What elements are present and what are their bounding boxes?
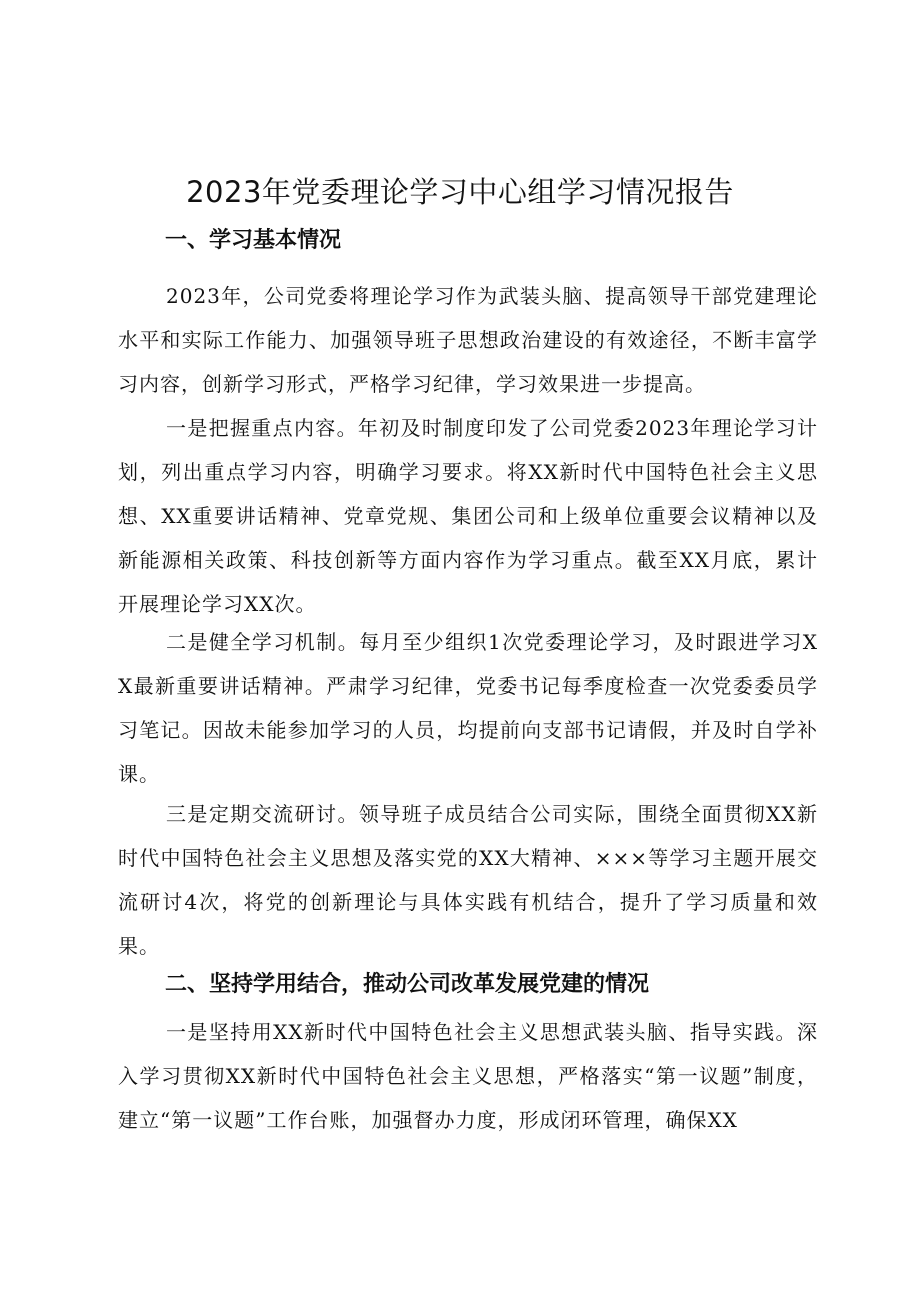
paragraph-guide-practice: 一是坚持用XX新时代中国特色社会主义思想武装头脑、指导实践。深入学习贯彻XX新时代中国特色社会主义思想，严格落实“第一议题”制度，建立“第一议题”工作台账，加强督办力度，形成闭环管理，确保XX xyxy=(118,1020,818,1132)
document-title: 2023年党委理论学习中心组学习情况报告 xyxy=(186,175,734,209)
paragraph-study-mechanism: 二是健全学习机制。每月至少组织1次党委理论学习，及时跟进学习XX最新重要讲话精神。严肃学习纪律，党委书记每季度检查一次党委委员学习笔记。因故未能参加学习的人员，均提前向支部书记请假，并及时自学补课。 xyxy=(118,630,818,786)
section-heading-study-application: 二、坚持学用结合，推动公司改革发展党建的情况 xyxy=(165,972,650,997)
paragraph-key-content: 一是把握重点内容。年初及时制度印发了公司党委2023年理论学习计划，列出重点学习内容，明确学习要求。将XX新时代中国特色社会主义思想、XX重要讲话精神、党章党规、集团公司和上级单位重要会议精神以及新能源相关政策、科技创新等方面内容作为学习重点。截至XX月底，累计开展理论学习XX次。 xyxy=(118,416,818,616)
paragraph-overview: 2023年，公司党委将理论学习作为武装头脑、提高领导干部党建理论水平和实际工作能力、加强领导班子思想政治建设的有效途径，不断丰富学习内容，创新学习形式，严格学习纪律，学习效果进一步提高。 xyxy=(118,284,818,396)
paragraph-exchange-discussion: 三是定期交流研讨。领导班子成员结合公司实际，围绕全面贯彻XX新时代中国特色社会主义思想及落实党的XX大精神、×××等学习主题开展交流研讨4次，将党的创新理论与具体实践有机结合，提升了学习质量和效果。 xyxy=(118,802,818,958)
section-heading-basic-situation: 一、学习基本情况 xyxy=(165,228,342,253)
